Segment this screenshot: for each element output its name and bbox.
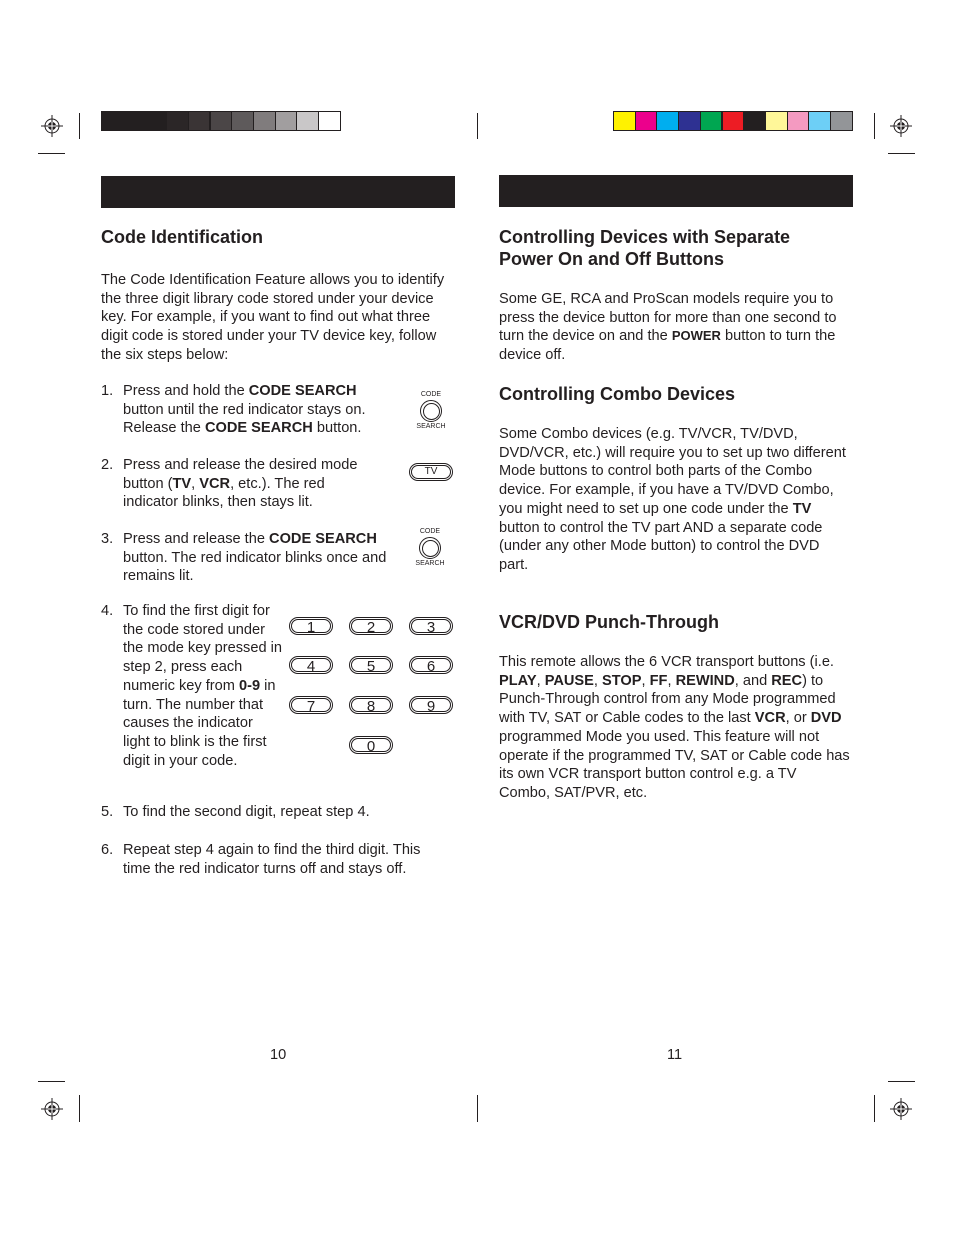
registration-target-icon xyxy=(41,1098,63,1120)
registration-target-icon xyxy=(890,115,912,137)
code-search-button-icon: CODE SEARCH xyxy=(415,528,445,567)
right-heading-combo: Controlling Combo Devices xyxy=(499,384,736,404)
step-number: 2. xyxy=(101,457,114,473)
number-key-9: 9 xyxy=(409,696,453,714)
color-swatch xyxy=(296,111,319,131)
color-swatch xyxy=(123,111,146,131)
color-swatch xyxy=(765,111,788,131)
step-text: Press and release the desired mode button (TV, VCR, etc.). The red indicator blinks, then stays lit. xyxy=(123,457,358,511)
number-key-3: 3 xyxy=(409,617,453,635)
color-swatch xyxy=(700,111,723,131)
color-swatch xyxy=(613,111,636,131)
step-text: To find the first digit for the code stored under the mode key pressed in step 2, press each numeric key from 0-9 in turn. The number that causes the indicator light to blink is the first digit in your code. xyxy=(123,603,282,769)
color-swatch xyxy=(231,111,254,131)
page-number-right: 11 xyxy=(667,1047,683,1063)
color-swatch xyxy=(166,111,189,131)
crop-mark xyxy=(874,1095,875,1122)
left-intro: The Code Identification Feature allows you to identify the three digit library code stored under your device key. For example, if you want to find out what three digit code is stored under your TV device key, follow the six steps below: xyxy=(101,272,445,363)
crop-mark xyxy=(38,153,65,154)
crop-mark xyxy=(79,113,80,139)
step-text: To find the second digit, repeat step 4. xyxy=(123,804,370,820)
left-header-bar xyxy=(101,176,455,208)
color-swatch xyxy=(656,111,679,131)
step-number: 4. xyxy=(101,603,114,619)
color-swatch xyxy=(743,111,766,131)
color-swatch xyxy=(188,111,211,131)
step-text: Repeat step 4 again to find the third digit. This time the red indicator turns off and stays off. xyxy=(123,842,421,877)
left-heading: Code Identification xyxy=(101,227,263,247)
code-search-button-icon: CODE SEARCH xyxy=(416,391,446,430)
color-swatch xyxy=(210,111,233,131)
right-heading-separate-power: Controlling Devices with Separate Power On and Off Buttons xyxy=(499,227,791,269)
registration-target-icon xyxy=(41,115,63,137)
tv-key-icon: TV xyxy=(409,463,453,481)
color-swatch xyxy=(722,111,745,131)
color-swatch xyxy=(808,111,831,131)
right-header-bar xyxy=(499,175,853,207)
number-key-7: 7 xyxy=(289,696,333,714)
right-para-combo: Some Combo devices (e.g. TV/VCR, TV/DVD, DVD/VCR, etc.) will require you to set up two different Mode buttons to control both parts of the Combo device. For example, if you have a TV/DVD Combo, you might need to set up one code under the TV button to control the TV part AND a separate code (under any other Mode button) to control the DVD part. xyxy=(499,426,846,573)
color-swatch xyxy=(318,111,341,131)
crop-mark xyxy=(888,153,915,154)
number-key-6: 6 xyxy=(409,656,453,674)
registration-target-icon xyxy=(890,1098,912,1120)
crop-mark xyxy=(79,1095,80,1122)
number-key-0: 0 xyxy=(349,736,393,754)
step-number: 1. xyxy=(101,383,114,399)
right-para-separate-power: Some GE, RCA and ProScan models require you to press the device button for more than one second to turn the device on and the POWER button to turn the device off. xyxy=(499,291,837,364)
color-swatch xyxy=(101,111,124,131)
crop-mark xyxy=(874,113,875,139)
number-key-1: 1 xyxy=(289,617,333,635)
number-key-5: 5 xyxy=(349,656,393,674)
crop-mark xyxy=(477,113,478,139)
page-number-left: 10 xyxy=(270,1047,287,1063)
color-swatch xyxy=(275,111,298,131)
color-swatch xyxy=(830,111,853,131)
step-number: 3. xyxy=(101,531,114,547)
step-text: Press and hold the CODE SEARCH button until the red indicator stays on. Release the CODE SEARCH button. xyxy=(123,383,366,437)
crop-mark xyxy=(38,1081,65,1082)
number-key-8: 8 xyxy=(349,696,393,714)
color-swatch xyxy=(678,111,701,131)
crop-mark xyxy=(477,1095,478,1122)
step-number: 5. xyxy=(101,804,114,820)
color-swatch xyxy=(635,111,658,131)
color-swatch xyxy=(787,111,810,131)
color-swatch xyxy=(144,111,167,131)
number-key-4: 4 xyxy=(289,656,333,674)
step-text: Press and release the CODE SEARCH button. The red indicator blinks once and remains lit. xyxy=(123,531,387,585)
crop-mark xyxy=(888,1081,915,1082)
step-number: 6. xyxy=(101,842,114,858)
color-swatch xyxy=(253,111,276,131)
right-para-punch-through: This remote allows the 6 VCR transport buttons (i.e. PLAY, PAUSE, STOP, FF, REWIND, and REC) to Punch-Through control from any Mode programmed with TV, SAT or Cable codes to the last VCR, or DVD programmed Mode you used. This feature will not operate if the programmed TV, SAT or Cable code has its own VCR transport button control e.g. a TV Combo, SAT/PVR, etc. xyxy=(499,654,850,801)
number-key-2: 2 xyxy=(349,617,393,635)
right-heading-punch-through: VCR/DVD Punch-Through xyxy=(499,612,719,632)
